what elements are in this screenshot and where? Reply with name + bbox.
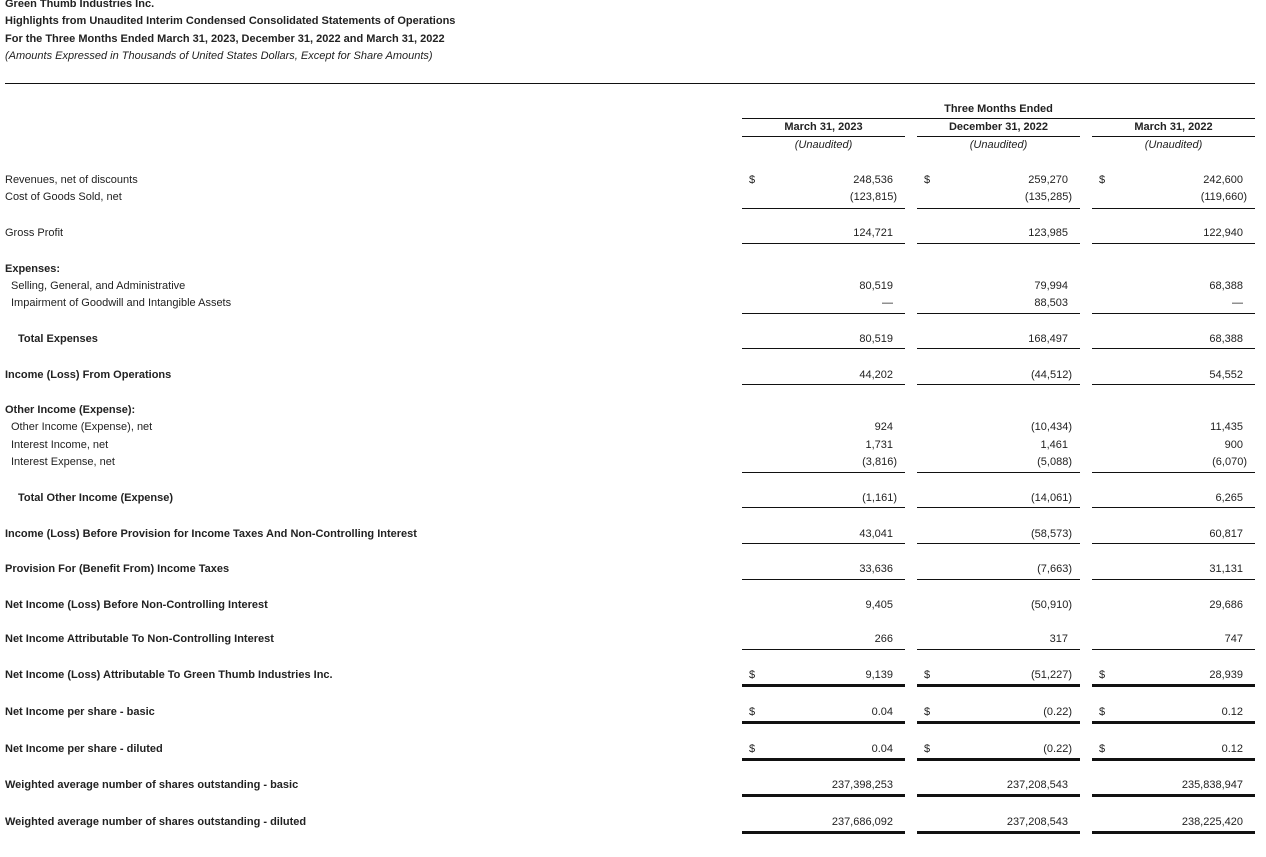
value-cell: 123,985 <box>1028 227 1068 239</box>
value-cell: (50,910) <box>1031 599 1072 611</box>
value-cell: 43,041 <box>859 528 893 540</box>
statement-period: For the Three Months Ended March 31, 2023, December 31, 2022 and March 31, 2022 <box>5 33 445 45</box>
value-cell: 238,225,420 <box>1181 816 1243 828</box>
value-cell: 29,686 <box>1209 599 1243 611</box>
total-underline <box>1092 721 1255 724</box>
total-underline <box>742 831 905 834</box>
subtotal-underline <box>742 384 905 385</box>
value-cell: 122,940 <box>1203 227 1243 239</box>
value-cell: 266 <box>874 633 893 645</box>
column-underline-3 <box>1092 136 1255 137</box>
value-cell: 88,503 <box>1034 297 1068 309</box>
subtotal-underline <box>742 579 905 580</box>
row-label: Expenses: <box>5 263 61 275</box>
subtotal-underline <box>1092 313 1255 314</box>
value-cell: 54,552 <box>1209 369 1243 381</box>
currency-symbol: $ <box>924 743 931 755</box>
subtotal-underline <box>742 348 905 349</box>
currency-symbol: $ <box>749 669 756 681</box>
subtotal-underline <box>742 543 905 544</box>
total-underline <box>917 831 1080 834</box>
subtotal-underline <box>1092 384 1255 385</box>
value-cell: 237,208,543 <box>1006 779 1068 791</box>
total-underline <box>1092 831 1255 834</box>
amounts-note: (Amounts Expressed in Thousands of United States Dollars, Except for Share Amounts) <box>5 50 433 62</box>
total-underline <box>917 758 1080 761</box>
value-cell: 237,686,092 <box>831 816 893 828</box>
value-cell: 0.12 <box>1221 706 1243 718</box>
value-cell: 80,519 <box>859 280 893 292</box>
value-cell: 79,994 <box>1034 280 1068 292</box>
subtotal-underline <box>917 543 1080 544</box>
column-date-2: December 31, 2022 <box>948 121 1049 133</box>
subtotal-underline <box>1092 543 1255 544</box>
value-cell: (0.22) <box>1043 743 1072 755</box>
three-months-ended-label: Three Months Ended <box>944 103 1053 115</box>
total-underline <box>917 721 1080 724</box>
currency-symbol: $ <box>924 174 931 186</box>
currency-symbol: $ <box>1099 706 1106 718</box>
row-label: Net Income per share - diluted <box>5 743 163 755</box>
value-cell: (5,088) <box>1037 456 1072 468</box>
value-cell: 11,435 <box>1210 421 1243 433</box>
currency-symbol: $ <box>1099 174 1106 186</box>
subtotal-underline <box>917 472 1080 473</box>
column-status-1: (Unaudited) <box>794 139 853 151</box>
row-label: Gross Profit <box>5 227 64 239</box>
total-underline <box>742 758 905 761</box>
total-underline <box>917 794 1080 797</box>
value-cell: 168,497 <box>1028 333 1068 345</box>
subtotal-underline <box>742 243 905 244</box>
subtotal-underline <box>917 649 1080 650</box>
value-cell: (3,816) <box>862 456 897 468</box>
value-cell: 1,731 <box>865 439 893 451</box>
subtotal-underline <box>1092 579 1255 580</box>
subtotal-underline <box>917 507 1080 508</box>
column-date-1: March 31, 2023 <box>784 121 863 133</box>
value-cell: (10,434) <box>1031 421 1072 433</box>
value-cell: 9,405 <box>865 599 893 611</box>
subtotal-underline <box>1092 208 1255 209</box>
value-cell: 124,721 <box>853 227 893 239</box>
subtotal-underline <box>917 384 1080 385</box>
value-cell: (119,660) <box>1200 191 1247 203</box>
row-label: Cost of Goods Sold, net <box>5 191 122 203</box>
total-underline <box>742 794 905 797</box>
row-label: Interest Income, net <box>11 439 109 451</box>
value-cell: 1,461 <box>1040 439 1068 451</box>
value-cell: (44,512) <box>1031 369 1072 381</box>
value-cell: 31,131 <box>1209 563 1243 575</box>
value-cell: (123,815) <box>849 191 897 203</box>
total-underline <box>742 684 905 687</box>
subtotal-underline <box>917 348 1080 349</box>
value-cell: 0.12 <box>1221 743 1243 755</box>
subtotal-underline <box>742 507 905 508</box>
subtotal-underline <box>742 649 905 650</box>
subtotal-underline <box>742 472 905 473</box>
column-status-2: (Unaudited) <box>969 139 1028 151</box>
currency-symbol: $ <box>749 706 756 718</box>
value-cell: 237,398,253 <box>831 779 893 791</box>
subtotal-underline <box>1092 348 1255 349</box>
column-underline-1 <box>742 136 905 137</box>
row-label: Impairment of Goodwill and Intangible Assets <box>11 297 232 309</box>
value-cell: 235,838,947 <box>1181 779 1243 791</box>
currency-symbol: $ <box>1099 743 1106 755</box>
value-cell: (0.22) <box>1043 706 1072 718</box>
column-date-3: March 31, 2022 <box>1134 121 1213 133</box>
column-status-3: (Unaudited) <box>1144 139 1203 151</box>
total-underline <box>1092 794 1255 797</box>
value-cell: 68,388 <box>1209 280 1243 292</box>
subtotal-underline <box>917 243 1080 244</box>
currency-symbol: $ <box>749 743 756 755</box>
subtotal-underline <box>1092 507 1255 508</box>
row-label: Income (Loss) Before Provision for Income Taxes And Non-Controlling Interest <box>5 528 417 540</box>
subtotal-underline <box>742 208 905 209</box>
value-cell: 248,536 <box>853 174 893 186</box>
currency-symbol: $ <box>924 669 931 681</box>
subtotal-underline <box>742 313 905 314</box>
value-cell: 237,208,543 <box>1006 816 1068 828</box>
value-cell: 900 <box>1224 439 1243 451</box>
row-label: Selling, General, and Administrative <box>11 280 186 292</box>
column-underline-2 <box>917 136 1080 137</box>
value-cell: 60,817 <box>1209 528 1243 540</box>
value-cell: 259,270 <box>1028 174 1068 186</box>
row-label: Weighted average number of shares outstanding - basic <box>5 779 299 791</box>
row-label: Revenues, net of discounts <box>5 174 138 186</box>
subtotal-underline <box>917 579 1080 580</box>
value-cell: 747 <box>1224 633 1243 645</box>
subtotal-underline <box>1092 243 1255 244</box>
total-underline <box>917 684 1080 687</box>
row-label: Net Income per share - basic <box>5 706 155 718</box>
value-cell: (1,161) <box>862 492 897 504</box>
value-cell: 28,939 <box>1209 669 1243 681</box>
value-cell: 0.04 <box>871 743 893 755</box>
value-cell: 924 <box>874 421 893 433</box>
value-cell: 68,388 <box>1209 333 1243 345</box>
total-underline <box>1092 684 1255 687</box>
total-underline <box>742 721 905 724</box>
value-cell: 9,139 <box>865 669 893 681</box>
row-label: Total Expenses <box>18 333 98 345</box>
row-label: Other Income (Expense): <box>5 404 136 416</box>
row-label: Net Income (Loss) Before Non-Controlling Interest <box>5 599 268 611</box>
value-cell: 242,600 <box>1203 174 1243 186</box>
currency-symbol: $ <box>749 174 756 186</box>
statement-title: Highlights from Unaudited Interim Condensed Consolidated Statements of Operations <box>5 15 456 27</box>
currency-symbol: $ <box>924 706 931 718</box>
total-underline <box>1092 758 1255 761</box>
row-label: Interest Expense, net <box>11 456 115 468</box>
row-label: Weighted average number of shares outstanding - diluted <box>5 816 307 828</box>
value-cell: 6,265 <box>1215 492 1243 504</box>
row-label: Net Income (Loss) Attributable To Green Thumb Industries Inc. <box>5 669 333 681</box>
subtotal-underline <box>917 208 1080 209</box>
row-label: Other Income (Expense), net <box>11 421 153 433</box>
row-label: Net Income Attributable To Non-Controlling Interest <box>5 633 274 645</box>
value-cell: 0.04 <box>871 706 893 718</box>
group-underline <box>742 118 1255 119</box>
subtotal-underline <box>917 313 1080 314</box>
row-label: Total Other Income (Expense) <box>18 492 174 504</box>
company-name: Green Thumb Industries Inc. <box>5 0 155 10</box>
value-cell: (7,663) <box>1037 563 1072 575</box>
value-cell: 317 <box>1049 633 1068 645</box>
currency-symbol: $ <box>1099 669 1106 681</box>
value-cell: 80,519 <box>859 333 893 345</box>
row-label: Provision For (Benefit From) Income Taxes <box>5 563 230 575</box>
value-cell: — <box>1232 297 1243 309</box>
subtotal-underline <box>1092 472 1255 473</box>
value-cell: — <box>882 297 893 309</box>
value-cell: (51,227) <box>1031 669 1072 681</box>
value-cell: 44,202 <box>859 369 893 381</box>
value-cell: (58,573) <box>1031 528 1072 540</box>
value-cell: 33,636 <box>859 563 893 575</box>
header-divider <box>5 83 1255 84</box>
value-cell: (135,285) <box>1024 191 1072 203</box>
value-cell: (14,061) <box>1031 492 1072 504</box>
subtotal-underline <box>1092 649 1255 650</box>
row-label: Income (Loss) From Operations <box>5 369 172 381</box>
value-cell: (6,070) <box>1212 456 1247 468</box>
